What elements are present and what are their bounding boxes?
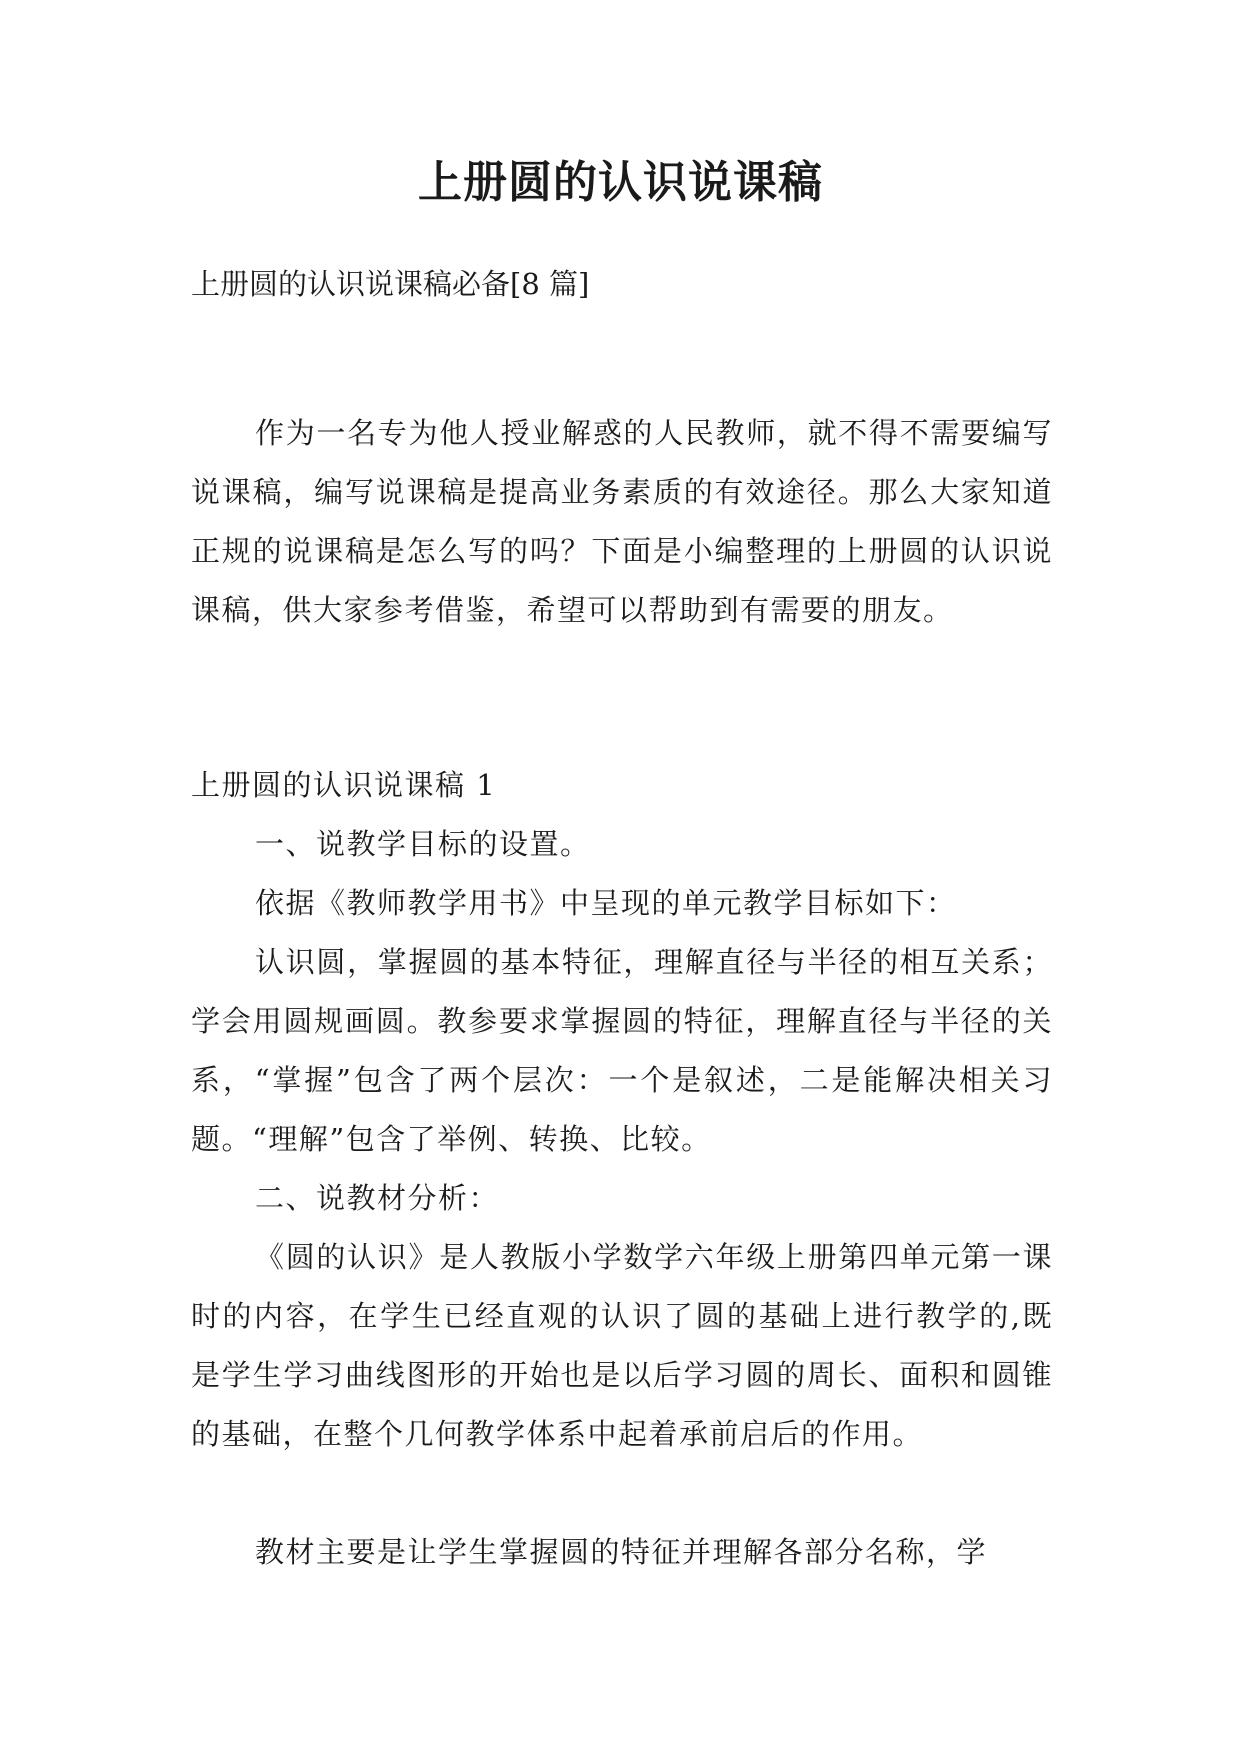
paragraph-material: 教材主要是让学生掌握圆的特征并理解各部分名称，学 bbox=[255, 1535, 988, 1569]
document-subtitle: 上册圆的认识说课稿必备[8 篇] bbox=[191, 267, 590, 301]
paragraph-objectives: 认识圆，掌握圆的基本特征，理解直径与半径的相互关系；学会用圆规画圆。教参要求掌握圆的特征，理解直径与半径的关系，“掌握”包含了两个层次：一个是叙述，二是能解决相关习题。“理解”包含了举例、转换、比较。 bbox=[191, 945, 1053, 1156]
section-heading: 上册圆的认识说课稿 1 bbox=[191, 768, 497, 802]
paragraph-analysis: 《圆的认识》是人教版小学数学六年级上册第四单元第一课时的内容，在学生已经直观的认识了圆的基础上进行教学的,既是学生学习曲线图形的开始也是以后学习圆的周长、面积和圆锥的基础，在整个几何教学体系中起着承前启后的作用。 bbox=[191, 1240, 1053, 1451]
paragraph-analysis-heading: 二、说教材分析： bbox=[255, 1181, 500, 1215]
paragraph-objectives-heading: 一、说教学目标的设置。 bbox=[255, 827, 591, 861]
paragraph-basis: 依据《教师教学用书》中呈现的单元教学目标如下： bbox=[255, 886, 957, 920]
intro-paragraph: 作为一名专为他人授业解惑的人民教师，就不得不需要编写说课稿，编写说课稿是提高业务素质的有效途径。那么大家知道正规的说课稿是怎么写的吗？下面是小编整理的上册圆的认识说课稿，供大家参考借鉴，希望可以帮助到有需要的朋友。 bbox=[191, 416, 1053, 627]
document-title: 上册圆的认识说课稿 bbox=[418, 157, 823, 208]
